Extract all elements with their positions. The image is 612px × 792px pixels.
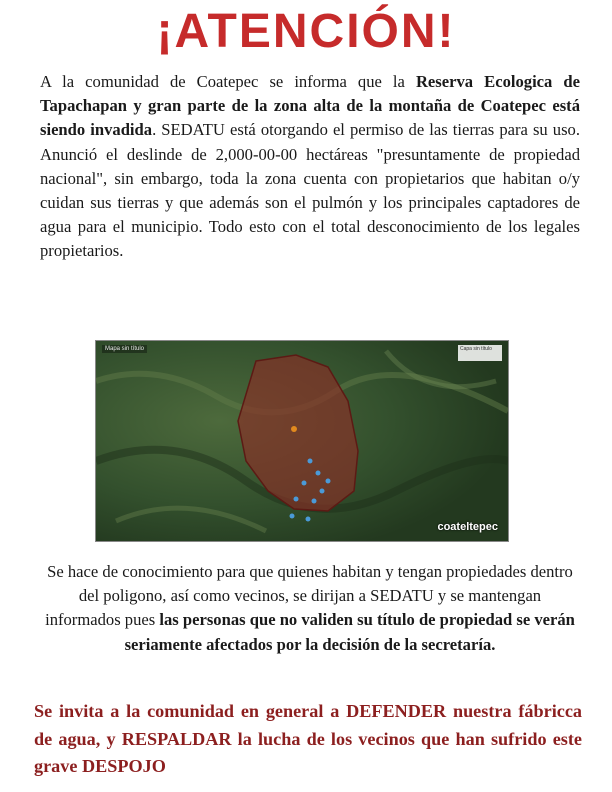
notice-paragraph (40, 560, 580, 657)
location-pin (294, 497, 299, 502)
location-pin (326, 479, 331, 484)
call-to-action: Se invita a la comunidad en general a DEFENDER nuestra fábricca de agua, y RESPALDAR la lucha de los vecinos que han sufrido este grave DESPOJO (34, 701, 582, 776)
map-legend: Capa sin título (458, 345, 502, 361)
intro-text-2: . SEDATU está otorgando el permiso de las tierras para su uso. Anunció el deslinde de 2,000-00-00 hectáreas "presuntamente de propiedad nacional", sin embargo, toda la zona cuenta con propietarios que habitan o/y cuidan sus tierras y que además son el pulmón y los principales captadores de agua para el municipio. Todo esto con el total desconocimiento de los legales propietarios. (40, 120, 581, 261)
intro-text-1: A la comunidad de Coatepec se informa que la (40, 72, 416, 91)
satellite-map (95, 340, 509, 542)
map-image (96, 341, 508, 541)
marker-pin (291, 426, 297, 432)
location-pin (308, 459, 313, 464)
location-pin (316, 471, 321, 476)
location-pin (290, 514, 295, 519)
intro-paragraph (40, 70, 580, 264)
location-pin (302, 481, 307, 486)
map-watermark: coateltepec (437, 521, 498, 533)
location-pin (320, 489, 325, 494)
map-header: Mapa sin título (102, 345, 147, 353)
notice-bold-text: las personas que no validen su título de propiedad se verán seriamente afectados por la decisión de la secretaría. (124, 610, 575, 654)
notice-text: Se hace de conocimiento para que quienes habitan y tengan propiedades dentro del poligono, así como vecinos, se dirijan a SEDATU y se mantengan informados pues (45, 562, 573, 630)
location-pin (312, 499, 317, 504)
headline: ¡ATENCIÓN! (156, 5, 456, 58)
location-pin (306, 517, 311, 522)
intro-bold-text: Reserva Ecologica de Tapachapan y gran parte de la zona alta de la montaña de Coatepec está siendo invadida (40, 72, 580, 140)
